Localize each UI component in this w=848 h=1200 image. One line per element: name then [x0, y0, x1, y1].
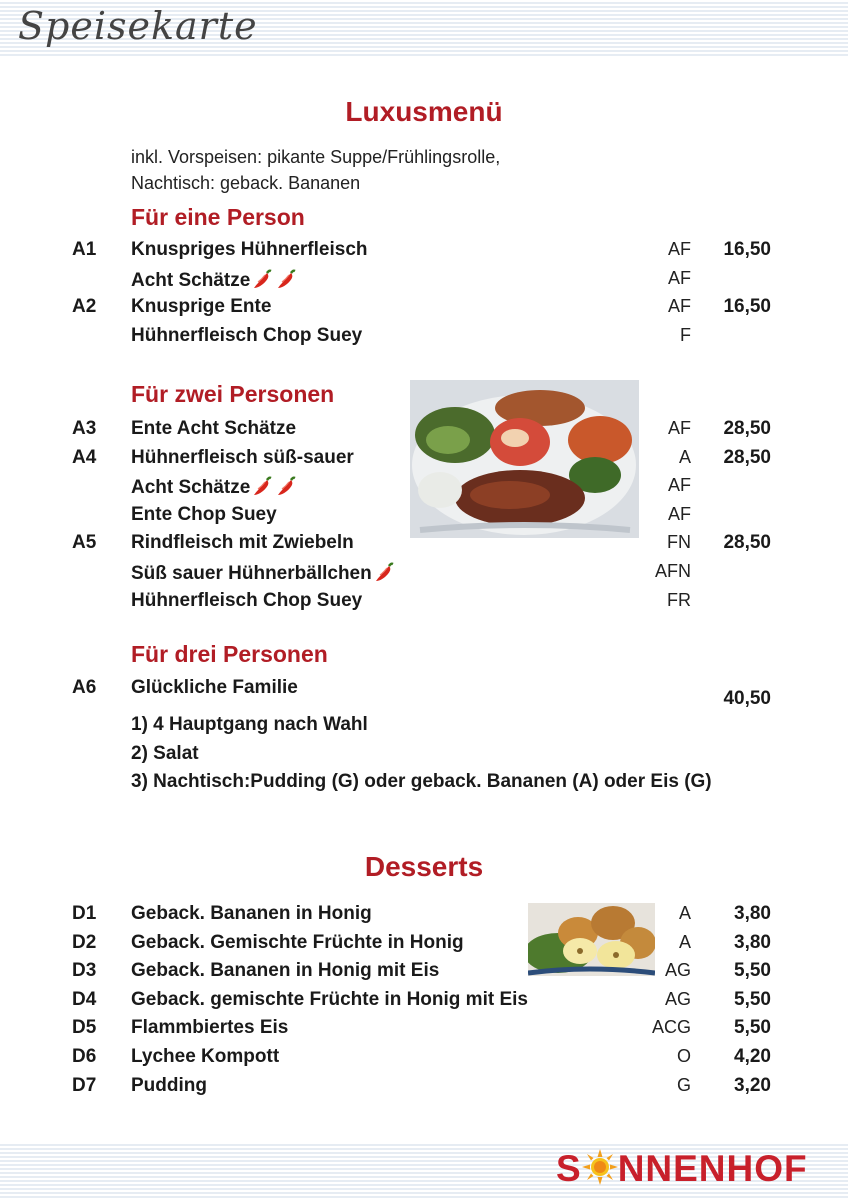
item-name [131, 932, 464, 954]
intro-line-2: Nachtisch: geback. Bananen [131, 173, 361, 193]
item-name-text: Geback. gemischte Früchte in Honig mit Eis [131, 988, 528, 1010]
item-allergen: ACG [651, 1017, 691, 1038]
item-name-text: Knusprige Ente [131, 296, 272, 318]
menu-row [0, 1046, 848, 1074]
item-name-text: Rindfleisch mit Zwiebeln [131, 532, 354, 554]
item-price: 3,20 [734, 1074, 771, 1096]
sun-icon [582, 1149, 618, 1194]
menu-row [0, 989, 848, 1017]
chili-icon [374, 561, 396, 589]
item-code: A4 [72, 446, 97, 468]
item-price: 28,50 [723, 446, 771, 468]
platter-photo [410, 380, 639, 538]
item-allergen: AFN [655, 561, 691, 581]
section-heading-three-persons: Für drei Personen [131, 641, 328, 667]
intro-line-1: inkl. Vorspeisen: pikante Suppe/Frühlingsrolle, [131, 147, 501, 167]
menu-row [0, 296, 848, 324]
item-allergen: FR [667, 589, 691, 610]
item-allergen: A [678, 903, 691, 923]
menu-row [0, 1017, 848, 1045]
item-price: 40,50 [723, 688, 771, 709]
item-allergen: AF [667, 267, 691, 288]
menu-row [0, 903, 848, 931]
logo-text-left: S [556, 1148, 582, 1189]
item-code: A2 [72, 296, 97, 318]
item-allergen: FN [667, 532, 691, 553]
item-price: 3,80 [734, 931, 771, 953]
item-code: D1 [72, 903, 97, 924]
item-allergen: AG [664, 988, 691, 1009]
item-price: 28,50 [723, 532, 771, 554]
item-name-text: Süß sauer Hühnerbällchen [131, 563, 372, 584]
item-name [131, 590, 362, 612]
item-code: D6 [72, 1046, 97, 1067]
item-allergen: AG [664, 960, 691, 981]
menu-row [0, 1075, 848, 1103]
item-name [131, 561, 396, 589]
item-name-text: Pudding [131, 1074, 207, 1096]
item-name [131, 268, 298, 296]
item-name [131, 325, 362, 347]
item-allergen: A [678, 931, 691, 952]
item-name [131, 418, 296, 440]
item-code: A1 [72, 239, 97, 260]
item-allergen: F [680, 324, 691, 345]
item-name [131, 1075, 207, 1097]
item-name [131, 1046, 279, 1068]
item-name [131, 447, 354, 469]
item-name-text: Hühnerfleisch Chop Suey [131, 324, 363, 346]
item-code: A6 [72, 677, 97, 698]
page-title: Speisekarte [18, 4, 258, 48]
a6-line-2: 2) Salat [131, 743, 199, 764]
item-name [131, 989, 528, 1011]
item-name-text: Lychee Kompott [131, 1046, 280, 1067]
item-name-text: Knuspriges Hühnerfleisch [131, 239, 368, 260]
item-name [131, 532, 354, 554]
luxus-heading: Luxusmenü [345, 96, 503, 127]
menu-row [0, 268, 848, 296]
item-price: 16,50 [723, 296, 771, 318]
chili-icon [276, 268, 298, 296]
item-code: D2 [72, 931, 97, 953]
item-name [131, 504, 277, 526]
section-heading-two-persons: Für zwei Personen [131, 381, 335, 407]
item-code: D7 [72, 1074, 97, 1096]
item-name-text: Geback. Bananen in Honig [131, 903, 372, 924]
item-name [131, 239, 368, 261]
item-name: Glückliche Familie [131, 677, 298, 698]
item-code: A5 [72, 532, 97, 554]
item-name [131, 1017, 288, 1039]
item-name-text: Geback. Bananen in Honig mit Eis [131, 960, 440, 982]
item-name-text: Ente Chop Suey [131, 503, 277, 525]
item-code: D4 [72, 988, 97, 1010]
menu-row [0, 239, 848, 267]
item-code: D5 [72, 1017, 97, 1039]
item-name-text: Ente Acht Schätze [131, 418, 297, 439]
item-price: 5,50 [734, 960, 771, 982]
desserts-heading: Desserts [364, 851, 484, 882]
item-price: 5,50 [734, 1017, 771, 1039]
chili-icon [252, 475, 274, 503]
a6-line-3: 3) Nachtisch:Pudding (G) oder geback. Bananen (A) oder Eis (G) [131, 771, 712, 792]
item-name-text: Hühnerfleisch süß-sauer [131, 446, 354, 468]
menu-row [0, 561, 848, 589]
a6-line-1: 1) 4 Hauptgang nach Wahl [131, 714, 368, 735]
item-name-text: Geback. Gemischte Früchte in Honig [131, 931, 464, 953]
item-price: 28,50 [723, 418, 771, 439]
item-price: 4,20 [734, 1046, 771, 1067]
item-code: D3 [72, 960, 97, 982]
menu-row [0, 960, 848, 988]
item-allergen: AF [667, 418, 691, 438]
menu-row [0, 590, 848, 618]
sonnenhof-logo [556, 1148, 808, 1194]
chili-icon [252, 268, 274, 296]
section-heading-one-person: Für eine Person [131, 204, 305, 230]
item-allergen: AF [667, 296, 691, 317]
item-name-text: Flammbiertes Eis [131, 1017, 289, 1039]
logo-text-right: NNENHOF [617, 1148, 808, 1189]
item-name-text: Hühnerfleisch Chop Suey [131, 589, 363, 611]
item-allergen: AF [667, 239, 691, 259]
item-allergen: AF [667, 475, 691, 496]
item-price: 16,50 [723, 239, 771, 260]
item-name [131, 475, 298, 503]
item-name-text: Acht Schätze [131, 269, 251, 291]
item-code: A3 [72, 418, 97, 439]
item-allergen: G [676, 1074, 691, 1095]
dessert-photo [528, 903, 655, 976]
luxus-intro [131, 144, 500, 196]
menu-row-a6-price [0, 688, 848, 716]
item-allergen: AF [667, 503, 691, 524]
menu-row [0, 932, 848, 960]
item-price: 5,50 [734, 988, 771, 1010]
menu-row [0, 325, 848, 353]
item-allergen: A [678, 446, 691, 467]
item-name [131, 903, 372, 925]
item-allergen: O [676, 1046, 691, 1066]
item-price: 3,80 [734, 903, 771, 924]
chili-icon [276, 475, 298, 503]
item-name [131, 296, 271, 318]
item-name [131, 960, 439, 982]
item-name-text: Acht Schätze [131, 477, 251, 499]
